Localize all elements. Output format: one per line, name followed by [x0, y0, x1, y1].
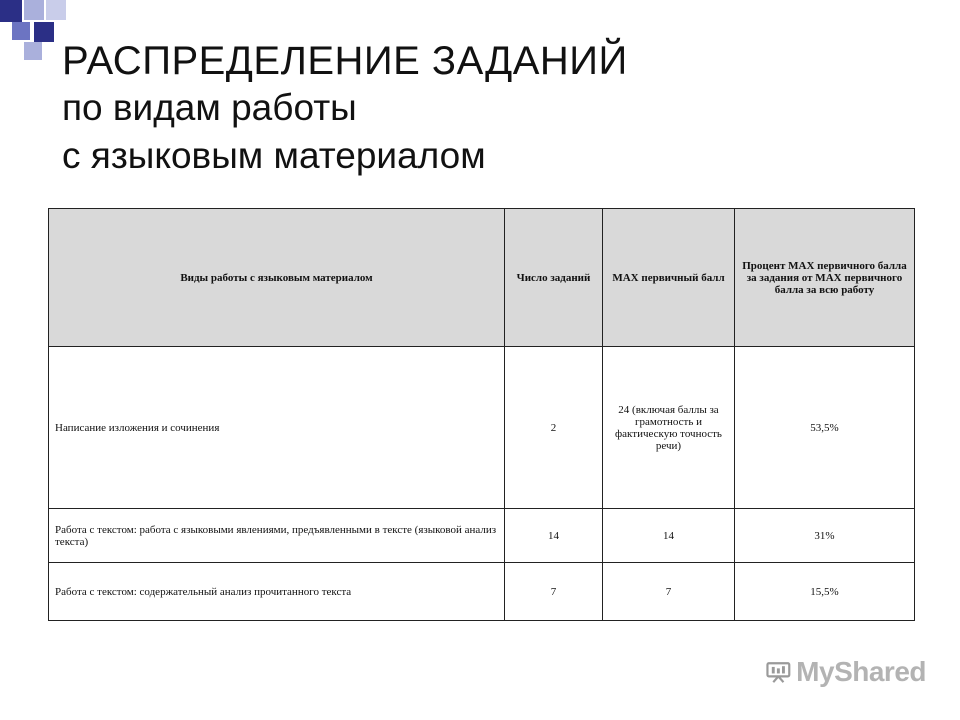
decor-square	[46, 0, 66, 20]
slide-title	[62, 38, 882, 180]
myshared-logo	[766, 656, 926, 688]
table-row	[49, 509, 915, 563]
cell-max-score: 14	[603, 509, 735, 563]
cell-task-count: 2	[505, 347, 603, 509]
cell-task-count: 14	[505, 509, 603, 563]
cell-percent: 31%	[735, 509, 915, 563]
title-line-1: РАСПРЕДЕЛЕНИЕ ЗАДАНИЙ	[62, 39, 628, 83]
header-percent: Процент MAX первичного балла за задания от MAX первичного балла за всю работу	[735, 209, 915, 347]
cell-percent: 53,5%	[735, 347, 915, 509]
cell-task-count: 7	[505, 563, 603, 621]
cell-percent: 15,5%	[735, 563, 915, 621]
decor-square	[0, 0, 22, 22]
cell-work-type: Написание изложения и сочинения	[49, 347, 505, 509]
header-task-count: Число заданий	[505, 209, 603, 347]
table-row	[49, 563, 915, 621]
decor-square	[34, 22, 54, 42]
presentation-board-icon	[766, 657, 792, 687]
cell-max-score: 7	[603, 563, 735, 621]
logo-text: MyShared	[796, 656, 926, 687]
cell-work-type: Работа с текстом: содержательный анализ прочитанного текста	[49, 563, 505, 621]
cell-work-type: Работа с текстом: работа с языковыми явлениями, предъявленными в тексте (языковой анализ текста)	[49, 509, 505, 563]
header-work-type: Виды работы с языковым материалом	[49, 209, 505, 347]
table-row	[49, 347, 915, 509]
decor-square	[24, 42, 42, 60]
header-max-score: MAX первичный балл	[603, 209, 735, 347]
table-header-row	[49, 209, 915, 347]
cell-max-score: 24 (включая баллы за грамотность и фактическую точность речи)	[603, 347, 735, 509]
distribution-table	[48, 208, 915, 621]
title-line-3: с языковым материалом	[62, 135, 486, 176]
decor-square	[12, 22, 30, 40]
decor-square	[24, 0, 44, 20]
title-line-2: по видам работы	[62, 87, 357, 128]
